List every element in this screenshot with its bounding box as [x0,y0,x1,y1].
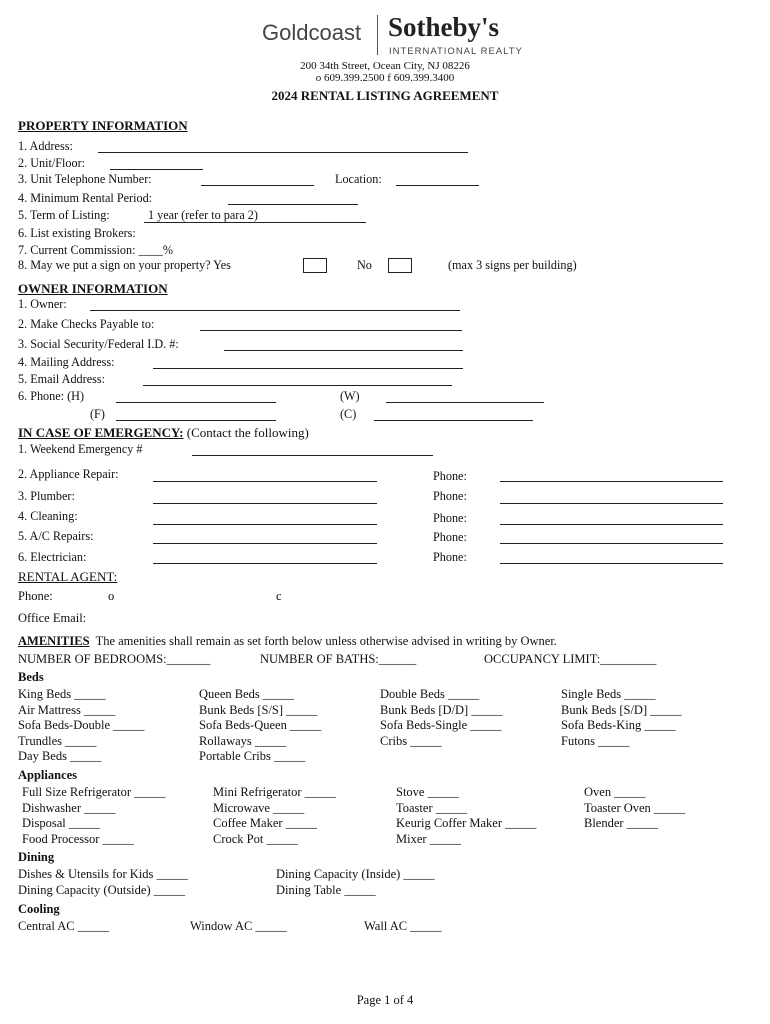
emergency-weekend-field[interactable] [192,455,433,456]
owner-ssn-field[interactable] [224,350,463,351]
bed-item: Cribs _____ [380,733,442,748]
emergency-plumber-phone-field[interactable] [500,503,723,504]
property-location-field[interactable] [396,185,479,186]
property-location-label: Location: [335,172,382,186]
emergency-electrician-phone-label: Phone: [433,550,467,564]
property-brokers-label: 6. List existing Brokers: [18,226,136,240]
owner-email-label: 5. Email Address: [18,372,105,386]
bed-item: Single Beds _____ [561,687,656,701]
emergency-ac-label: 5. A/C Repairs: [18,529,94,543]
owner-phone-f-field[interactable] [116,420,276,421]
emergency-cleaning-phone-label: Phone: [433,511,467,525]
owner-phone-h-label: 6. Phone: (H) [18,389,85,403]
logo-sothebys: Sotheby's [388,12,500,42]
property-address-label: 1. Address: [18,139,73,153]
property-phone-field[interactable] [201,185,314,186]
emergency-ac-phone-label: Phone: [433,530,467,544]
bed-item: Bunk Beds [S/S] _____ [199,702,318,717]
amenities-baths: NUMBER OF BATHS:______ [260,652,417,666]
sign-no-checkbox[interactable] [388,258,412,273]
emergency-appliance-phone-label: Phone: [433,469,467,483]
amenities-note: The amenities shall remain as set forth below unless otherwise advised in writing by Owner. [95,634,557,648]
property-term-value: 1 year (refer to para 2) [148,208,258,222]
dining-item: Dishes & Utensils for Kids _____ [18,867,188,881]
property-sign-label: 8. May we put a sign on your property? Yes [18,258,231,272]
office-address: 200 34th Street, Ocean City, NJ 08226 [300,60,470,72]
appliance-item: Blender _____ [584,816,658,830]
appliance-item: Crock Pot _____ [213,831,298,846]
logo-goldcoast: Goldcoast [262,20,362,45]
agent-phone-office: o [108,589,115,603]
emergency-electrician-label: 6. Electrician: [18,550,87,564]
amenities-occupancy: OCCUPANCY LIMIT:_________ [484,652,657,666]
appliances-heading: Appliances [18,768,78,782]
property-commission-label: 7. Current Commission: ____% [18,243,174,257]
bed-item: Sofa Beds-Queen _____ [199,718,322,732]
section-property-heading: PROPERTY INFORMATION [18,118,188,133]
bed-item: Queen Beds _____ [199,687,295,701]
appliance-item: Toaster _____ [396,800,467,815]
bed-item: Sofa Beds-King _____ [561,718,676,732]
appliance-item: Toaster Oven _____ [584,800,686,815]
appliance-item: Oven _____ [584,785,646,799]
appliance-item: Mini Refrigerator _____ [213,785,336,799]
emergency-plumber-field[interactable] [153,503,377,504]
appliance-item: Full Size Refrigerator _____ [22,785,166,799]
section-rental-agent-heading: RENTAL AGENT: [18,569,118,584]
emergency-ac-phone-field[interactable] [500,543,723,544]
appliance-item: Stove _____ [396,785,459,799]
emergency-heading-note: (Contact the following) [186,425,309,440]
emergency-plumber-label: 3. Plumber: [18,489,75,503]
bed-item: Sofa Beds-Double _____ [18,718,145,732]
owner-name-label: 1. Owner: [18,297,67,311]
emergency-heading-text: IN CASE OF EMERGENCY: [18,425,184,440]
appliance-item: Mixer _____ [396,831,461,846]
owner-phone-w-label: (W) [340,389,360,403]
property-term-field[interactable] [144,222,366,223]
appliance-item: Food Processor _____ [22,831,134,846]
cooling-item: Central AC _____ [18,919,109,933]
section-emergency-heading [18,425,309,441]
cooling-heading: Cooling [18,902,60,916]
page-number: Page 1 of 4 [356,993,414,1007]
owner-phone-f-label: (F) [90,407,105,421]
cooling-item: Wall AC _____ [364,919,442,933]
emergency-appliance-label: 2. Appliance Repair: [18,467,119,481]
appliance-item: Keurig Coffer Maker _____ [396,816,537,830]
property-sign-max-note: (max 3 signs per building) [448,258,577,272]
office-phone: o 609.399.2500 f 609.399.3400 [315,72,455,84]
logo-subtitle: INTERNATIONAL REALTY [389,46,523,57]
emergency-plumber-phone-label: Phone: [433,489,467,503]
owner-checks-label: 2. Make Checks Payable to: [18,317,155,331]
section-owner-heading: OWNER INFORMATION [18,281,168,296]
appliance-item: Dishwasher _____ [22,800,116,815]
agent-email-label: Office Email: [18,611,87,625]
dining-item: Dining Capacity (Outside) _____ [18,882,185,897]
bed-item: Bunk Beds [D/D] _____ [380,702,503,717]
owner-phone-h-field[interactable] [116,402,276,403]
bed-item: Day Beds _____ [18,749,102,763]
sign-yes-checkbox[interactable] [303,258,327,273]
emergency-weekend-label: 1. Weekend Emergency # [18,442,143,456]
emergency-electrician-field[interactable] [153,563,377,564]
bed-item: Sofa Beds-Single _____ [380,718,502,732]
appliance-item: Disposal _____ [22,816,101,830]
dining-item: Dining Capacity (Inside) _____ [276,867,435,881]
emergency-appliance-phone-field[interactable] [500,481,723,482]
owner-checks-field[interactable] [200,330,462,331]
cooling-item: Window AC _____ [190,919,287,933]
emergency-cleaning-label: 4. Cleaning: [18,509,78,523]
bed-item: Portable Cribs _____ [199,749,306,763]
owner-phone-w-field[interactable] [386,402,544,403]
emergency-cleaning-field[interactable] [153,524,377,525]
document-title: 2024 RENTAL LISTING AGREEMENT [271,88,499,103]
dining-heading: Dining [18,850,55,864]
property-sign-no-label: No [357,258,372,272]
property-min-rental-label: 4. Minimum Rental Period: [18,191,153,205]
property-address-field[interactable] [98,152,468,153]
property-min-rental-field[interactable] [228,204,358,205]
property-unit-field[interactable] [110,169,203,170]
owner-mailing-field[interactable] [153,368,463,369]
amenities-bedrooms: NUMBER OF BEDROOMS:_______ [18,652,211,666]
appliance-item: Microwave _____ [213,800,305,815]
bed-item: Bunk Beds [S/D] _____ [561,702,682,717]
beds-heading: Beds [18,670,44,684]
bed-item: Trundles _____ [18,733,97,748]
owner-ssn-label: 3. Social Security/Federal I.D. #: [18,337,179,351]
dining-item: Dining Table _____ [276,882,376,897]
appliance-item: Coffee Maker _____ [213,816,317,830]
owner-phone-c-field[interactable] [374,420,533,421]
agent-phone-cell: c [276,589,282,603]
bed-item: Rollaways _____ [199,733,287,748]
logo-divider [377,15,378,55]
bed-item: King Beds _____ [18,687,106,701]
property-phone-label: 3. Unit Telephone Number: [18,172,152,186]
owner-email-field[interactable] [143,385,452,386]
agent-phone-label: Phone: [18,589,53,603]
bed-item: Futons _____ [561,733,630,748]
owner-name-field[interactable] [90,310,460,311]
bed-item: Double Beds _____ [380,687,480,701]
owner-phone-c-label: (C) [340,407,357,421]
owner-mailing-label: 4. Mailing Address: [18,355,115,369]
bed-item: Air Mattress _____ [18,702,116,717]
property-term-label: 5. Term of Listing: [18,208,110,222]
emergency-ac-field[interactable] [153,543,377,544]
emergency-cleaning-phone-field[interactable] [500,524,723,525]
section-amenities-heading [18,634,557,649]
amenities-heading-text: AMENITIES [18,634,90,648]
emergency-appliance-field[interactable] [153,481,377,482]
emergency-electrician-phone-field[interactable] [500,563,723,564]
property-unit-label: 2. Unit/Floor: [18,156,86,170]
